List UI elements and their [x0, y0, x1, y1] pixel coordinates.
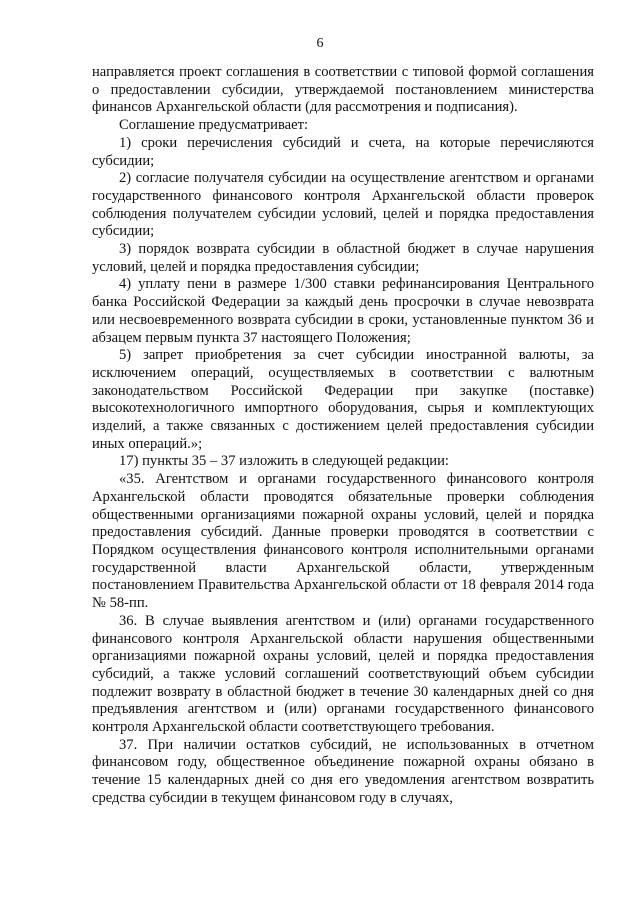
paragraph-clause-36: 36. В случае выявления агентством и (или) органами государственного финансового контроля Архангельской области нарушения общественными организациями пожарной охраны условий, целей и порядка предоставления субсидий, а также условий соглашений соответствующий объем субсидии подлежит возврату в областной бюджет в течение 30 календарных дней со дня предъявления агентством и (или) органами государственного финансового контроля Архангельской области соответствующего требования.	[92, 612, 594, 736]
paragraph-item-17: 17) пункты 35 – 37 изложить в следующей редакции:	[119, 453, 449, 470]
paragraph-item-5: 5) запрет приобретения за счет субсидии иностранной валюты, за исключением операций, осуществляемых в соответствии с валютным законодательством Российской Федерации при закупке (поставке) высокотехнологичного импортного оборудования, сырья и комплектующих изделий, а также связанных с достижением целей предоставления субсидии иных операций.»;	[92, 347, 594, 452]
paragraph-agreement-provides: Соглашение предусматривает:	[119, 117, 309, 134]
paragraph-item-2: 2) согласие получателя субсидии на осуществление агентством и органами государственного финансового контроля Архангельской области проверок соблюдения получателем субсидии условий, целей и порядка предоставления субсидии;	[92, 170, 594, 240]
document-body	[92, 64, 594, 808]
paragraph-clause-35: «35. Агентством и органами государственного финансового контроля Архангельской области проводятся обязательные проверки соблюдения общественными организациями пожарной охраны условий, целей и порядка предоставления субсидий. Данные проверки проводятся в соответствии с Порядком осуществления финансового контроля исполнительными органами государственной власти Архангельской области, утвержденным постановлением Правительства Архангельской области от 18 февраля 2014 года № 58-пп.	[92, 471, 594, 612]
paragraph-continuation: направляется проект соглашения в соответствии с типовой формой соглашения о предоставлении субсидии, утверждаемой постановлением министерства финансов Архангельской области (для рассмотрения и подписания).	[92, 64, 594, 116]
paragraph-item-3: 3) порядок возврата субсидии в областной бюджет в случае нарушения условий, целей и порядка предоставления субсидии;	[92, 241, 594, 275]
page-number: 6	[316, 36, 324, 51]
paragraph-item-4: 4) уплату пени в размере 1/300 ставки рефинансирования Центрального банка Российской Федерации за каждый день просрочки в случае невозврата или несвоевременного возврата субсидии в сроки, установленные пунктом 36 и абзацем первым пункта 37 настоящего Положения;	[92, 276, 594, 346]
paragraph-clause-37: 37. При наличии остатков субсидий, не использованных в отчетном финансовом году, общественное объединение пожарной охраны обязано в течение 15 календарных дней со дня его уведомления агентством возвратить средства субсидии в текущем финансовом году в случаях,	[92, 736, 594, 806]
paragraph-item-1: 1) сроки перечисления субсидий и счета, на которые перечисляются субсидии;	[92, 134, 594, 169]
